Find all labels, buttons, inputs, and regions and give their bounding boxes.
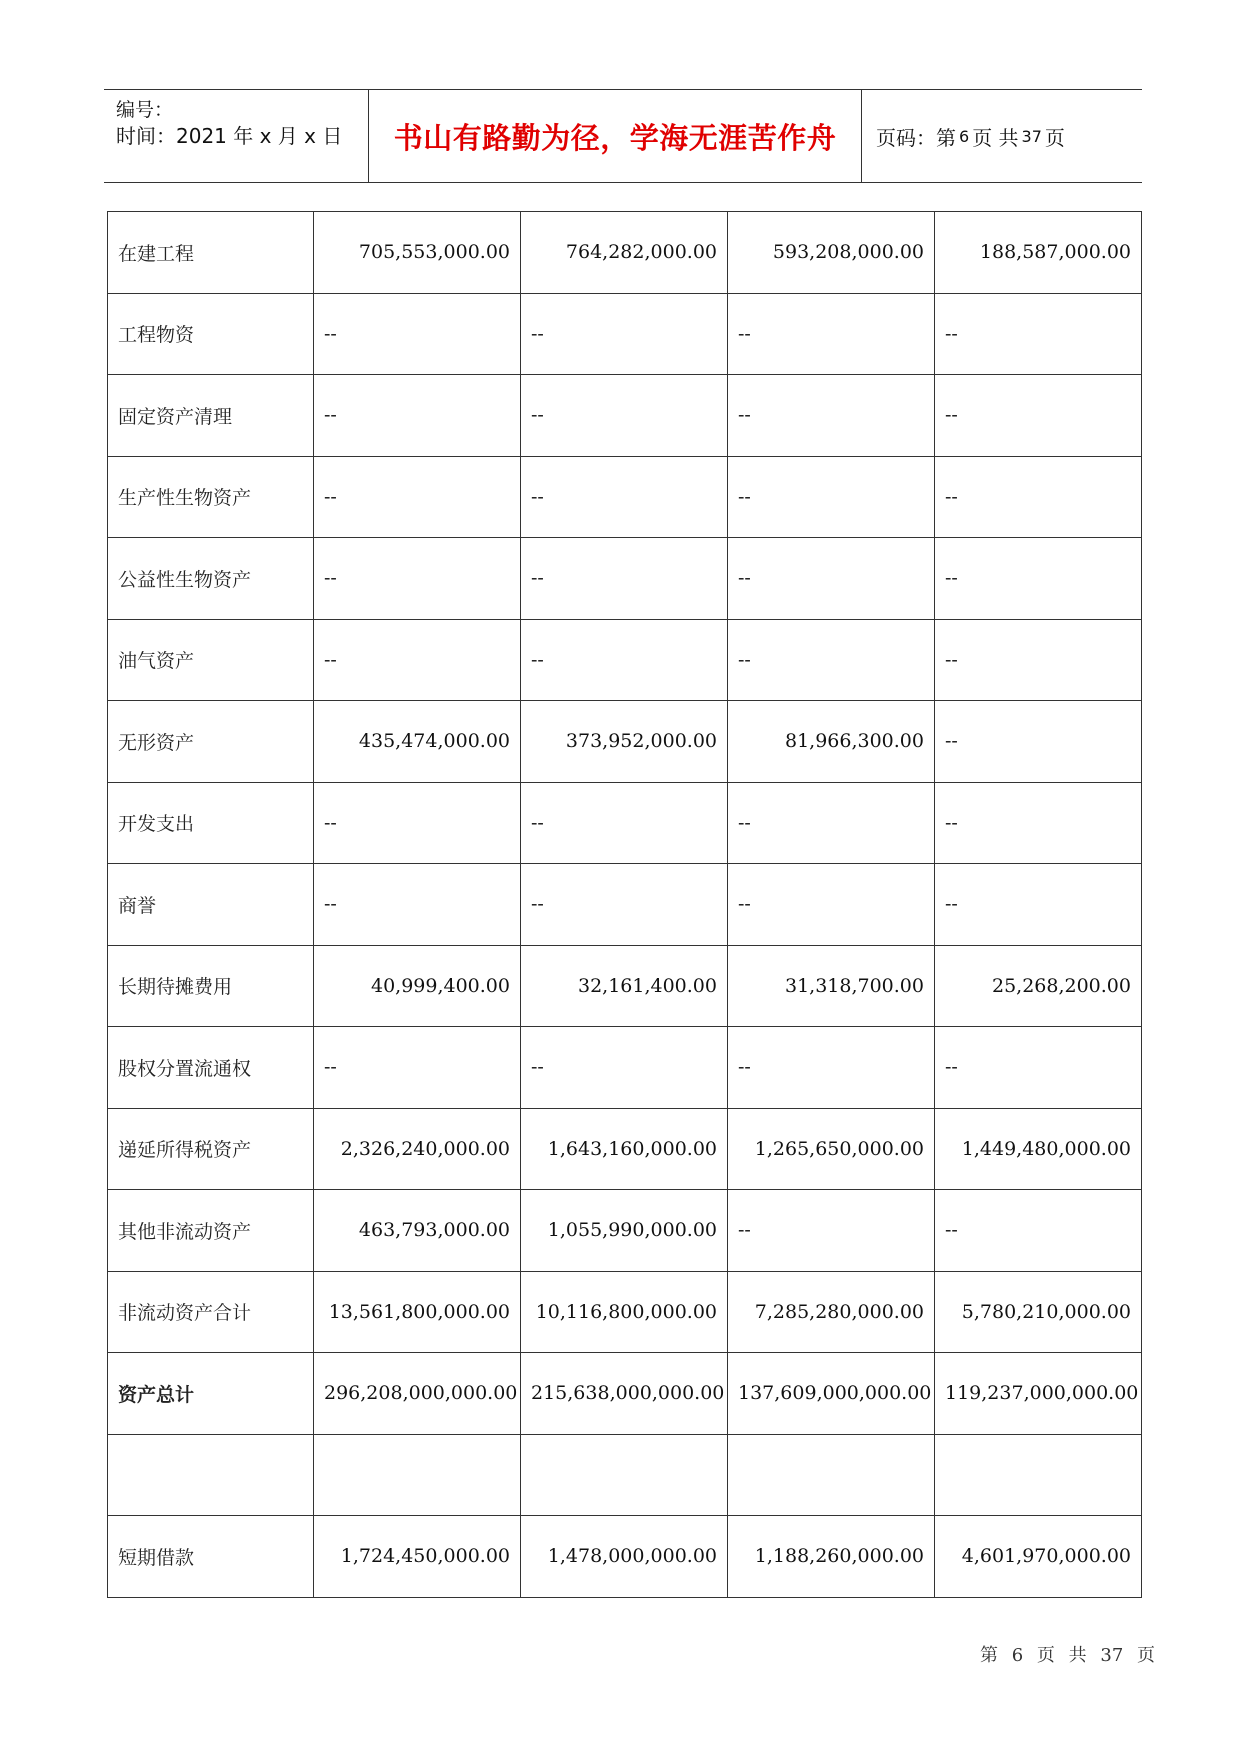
value-cell: 31,318,700.00 — [728, 945, 935, 1027]
value-cell: 593,208,000.00 — [728, 212, 935, 294]
value-cell: -- — [521, 1027, 728, 1109]
value-cell: -- — [935, 782, 1142, 864]
table-body — [108, 212, 1142, 1598]
page-header — [104, 89, 1142, 183]
table-row — [108, 456, 1142, 538]
value-cell: 1,724,450,000.00 — [314, 1516, 521, 1598]
footer-prefix: 第 — [980, 1645, 998, 1666]
table-row — [108, 1108, 1142, 1190]
row-label: 其他非流动资产 — [108, 1190, 314, 1272]
value-cell: 1,643,160,000.00 — [521, 1108, 728, 1190]
row-label: 固定资产清理 — [108, 375, 314, 457]
row-label: 工程物资 — [108, 293, 314, 375]
value-cell: -- — [314, 1027, 521, 1109]
value-cell: 1,449,480,000.00 — [935, 1108, 1142, 1190]
value-cell: 2,326,240,000.00 — [314, 1108, 521, 1190]
document-number-label: 编号： — [116, 99, 174, 121]
row-label: 短期借款 — [108, 1516, 314, 1598]
header-motto: 书山有路勤为径，学海无涯苦作舟 — [393, 120, 837, 155]
value-cell — [314, 1434, 521, 1516]
value-cell: -- — [314, 293, 521, 375]
value-cell: -- — [935, 375, 1142, 457]
balance-sheet-table — [107, 211, 1142, 1598]
value-cell: 1,055,990,000.00 — [521, 1190, 728, 1272]
value-cell: -- — [935, 864, 1142, 946]
value-cell: -- — [728, 782, 935, 864]
value-cell: -- — [521, 864, 728, 946]
value-cell: 435,474,000.00 — [314, 701, 521, 783]
row-label: 股权分置流通权 — [108, 1027, 314, 1109]
value-cell: -- — [521, 619, 728, 701]
value-cell: -- — [314, 456, 521, 538]
header-meta — [104, 90, 369, 182]
value-cell: -- — [314, 864, 521, 946]
footer-mid2: 共 — [1068, 1645, 1087, 1666]
value-cell: -- — [728, 864, 935, 946]
page-total: 37 — [1021, 126, 1042, 146]
table-row — [108, 945, 1142, 1027]
value-cell: 1,188,260,000.00 — [728, 1516, 935, 1598]
value-cell: 1,478,000,000.00 — [521, 1516, 728, 1598]
value-cell: 705,553,000.00 — [314, 212, 521, 294]
row-label: 非流动资产合计 — [108, 1271, 314, 1353]
value-cell: -- — [728, 619, 935, 701]
value-cell: 13,561,800,000.00 — [314, 1271, 521, 1353]
table-row — [108, 1271, 1142, 1353]
value-cell: -- — [935, 456, 1142, 538]
row-label: 在建工程 — [108, 212, 314, 294]
table-row — [108, 1027, 1142, 1109]
value-cell: 10,116,800,000.00 — [521, 1271, 728, 1353]
value-cell: 32,161,400.00 — [521, 945, 728, 1027]
value-cell: -- — [728, 1190, 935, 1272]
document-time: 时间：2021 年 x 月 x 日 — [116, 124, 343, 148]
table-row — [108, 212, 1142, 294]
table-row — [108, 1353, 1142, 1435]
value-cell: -- — [728, 375, 935, 457]
page-prefix: 页码：第 — [876, 125, 956, 150]
footer-current: 6 — [1011, 1645, 1024, 1666]
value-cell: -- — [728, 1027, 935, 1109]
table-row — [108, 293, 1142, 375]
value-cell: -- — [521, 293, 728, 375]
value-cell: 119,237,000,000.00 — [935, 1353, 1142, 1435]
value-cell: -- — [935, 1190, 1142, 1272]
footer-suffix: 页 — [1137, 1645, 1156, 1666]
value-cell: 1,265,650,000.00 — [728, 1108, 935, 1190]
value-cell: 215,638,000,000.00 — [521, 1353, 728, 1435]
table-row — [108, 782, 1142, 864]
value-cell: 764,282,000.00 — [521, 212, 728, 294]
value-cell: -- — [314, 538, 521, 620]
value-cell — [935, 1434, 1142, 1516]
value-cell: 463,793,000.00 — [314, 1190, 521, 1272]
table-row — [108, 1434, 1142, 1516]
row-label — [108, 1434, 314, 1516]
row-label: 无形资产 — [108, 701, 314, 783]
row-label: 公益性生物资产 — [108, 538, 314, 620]
value-cell: 188,587,000.00 — [935, 212, 1142, 294]
value-cell: -- — [935, 701, 1142, 783]
value-cell: 25,268,200.00 — [935, 945, 1142, 1027]
value-cell — [521, 1434, 728, 1516]
table-row — [108, 538, 1142, 620]
value-cell: 296,208,000,000.00 — [314, 1353, 521, 1435]
table-row — [108, 864, 1142, 946]
page-footer — [980, 1641, 1163, 1667]
row-label: 开发支出 — [108, 782, 314, 864]
value-cell: -- — [935, 619, 1142, 701]
value-cell: -- — [314, 619, 521, 701]
value-cell: 373,952,000.00 — [521, 701, 728, 783]
value-cell: -- — [521, 782, 728, 864]
table-row — [108, 1190, 1142, 1272]
row-label: 长期待摊费用 — [108, 945, 314, 1027]
value-cell: -- — [728, 456, 935, 538]
table-row — [108, 619, 1142, 701]
row-label: 资产总计 — [108, 1353, 314, 1435]
value-cell: -- — [728, 293, 935, 375]
value-cell: 81,966,300.00 — [728, 701, 935, 783]
footer-total: 37 — [1100, 1645, 1124, 1666]
value-cell: -- — [521, 456, 728, 538]
value-cell: -- — [935, 293, 1142, 375]
value-cell: -- — [521, 375, 728, 457]
value-cell: 5,780,210,000.00 — [935, 1271, 1142, 1353]
value-cell: -- — [935, 538, 1142, 620]
value-cell: -- — [314, 375, 521, 457]
value-cell — [728, 1434, 935, 1516]
page-suffix: 页 — [1044, 125, 1065, 150]
page-mid: 页 共 — [972, 125, 1019, 150]
value-cell: -- — [521, 538, 728, 620]
value-cell: -- — [728, 538, 935, 620]
row-label: 递延所得税资产 — [108, 1108, 314, 1190]
table-row — [108, 701, 1142, 783]
row-label: 商誉 — [108, 864, 314, 946]
value-cell: 4,601,970,000.00 — [935, 1516, 1142, 1598]
header-page-info — [862, 90, 1142, 182]
value-cell: 137,609,000,000.00 — [728, 1353, 935, 1435]
footer-mid1: 页 — [1036, 1645, 1055, 1666]
value-cell: 7,285,280,000.00 — [728, 1271, 935, 1353]
row-label: 生产性生物资产 — [108, 456, 314, 538]
table-row — [108, 1516, 1142, 1598]
value-cell: -- — [314, 782, 521, 864]
page-current: 6 — [959, 126, 970, 146]
value-cell: 40,999,400.00 — [314, 945, 521, 1027]
table-row — [108, 375, 1142, 457]
row-label: 油气资产 — [108, 619, 314, 701]
header-motto-cell — [369, 90, 862, 182]
value-cell: -- — [935, 1027, 1142, 1109]
